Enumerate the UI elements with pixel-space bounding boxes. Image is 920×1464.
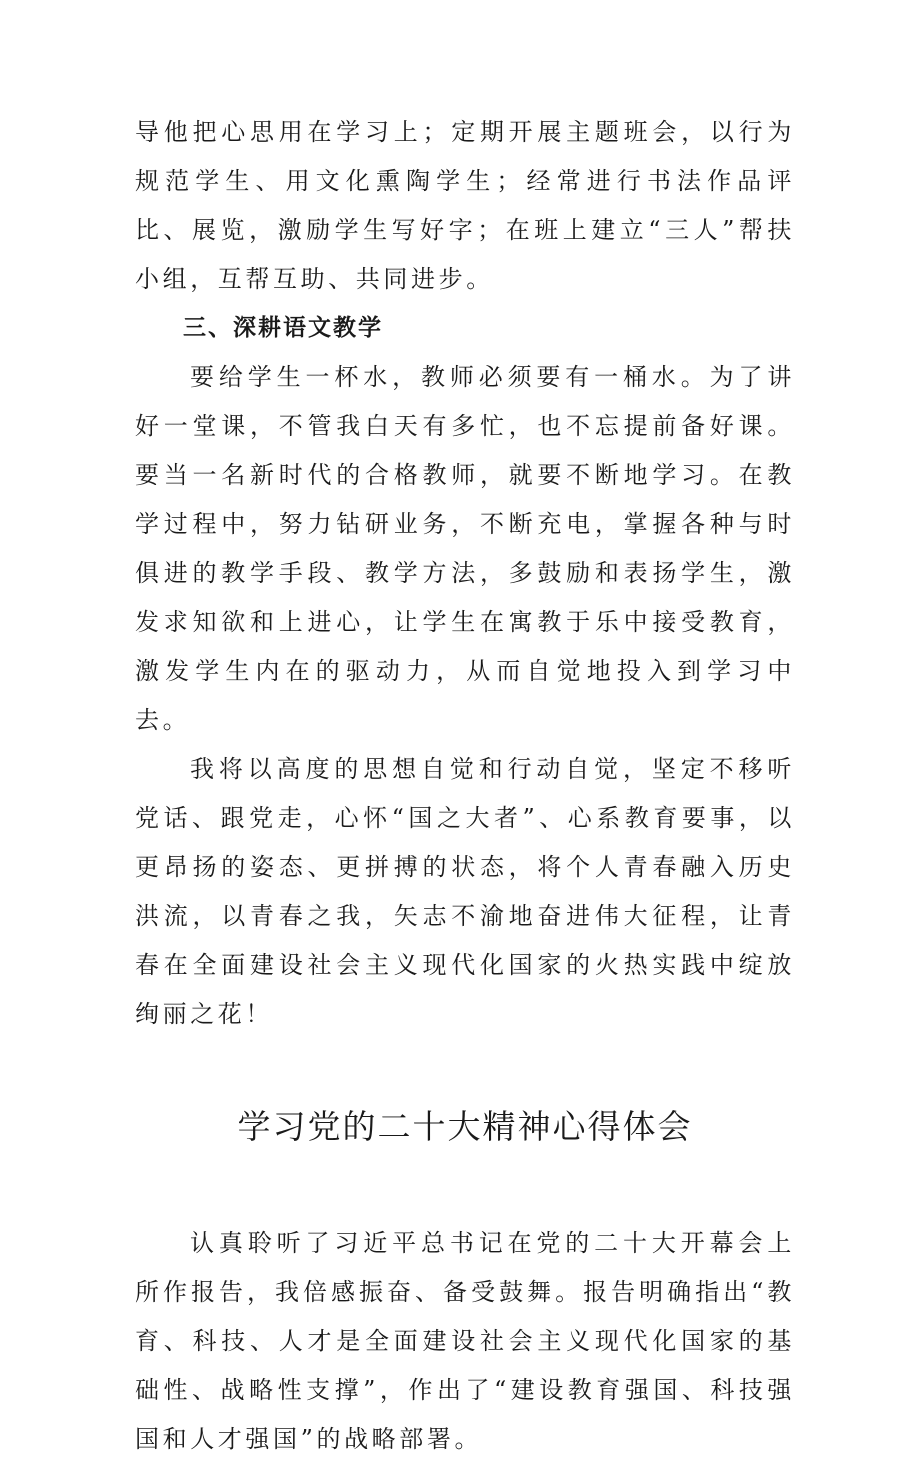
paragraph-continuation: 导他把心思用在学习上；定期开展主题班会，以行为规范学生、用文化熏陶学生；经常进行书法作品评比、展览，激励学生写好字；在班上建立“三人”帮扶小组，互帮互助、共同进步。 bbox=[135, 118, 795, 293]
paragraph-resolve: 我将以高度的思想自觉和行动自觉，坚定不移听党话、跟党走，心怀“国之大者”、心系教育要事，以更昂扬的姿态、更拼搏的状态，将个人青春融入历史洪流，以青春之我，矢志不渝地奋进伟大征程，让青春在全面建设社会主义现代化国家的火热实践中绽放绚丽之花！ bbox=[135, 755, 795, 1028]
paragraph-report: 认真聆听了习近平总书记在党的二十大开幕会上所作报告，我倍感振奋、备受鼓舞。报告明确指出“教育、科技、人才是全面建设社会主义现代化国家的基础性、战略性支撑”，作出了“建设教育强国、科技强国和人才强国”的战略部署。 bbox=[135, 1229, 795, 1453]
article-title: 学习党的二十大精神心得体会 bbox=[237, 1107, 693, 1146]
section-heading: 三、深耕语文教学 bbox=[183, 315, 383, 341]
paragraph-teaching: 要给学生一杯水，教师必须要有一桶水。为了讲好一堂课，不管我白天有多忙，也不忘提前备好课。要当一名新时代的合格教师，就要不断地学习。在教学过程中，努力钻研业务，不断充电，掌握各种与时俱进的教学手段、教学方法，多鼓励和表扬学生，激发求知欲和上进心，让学生在寓教于乐中接受教育，激发学生内在的驱动力，从而自觉地投入到学习中去。 bbox=[135, 363, 795, 734]
document-page bbox=[135, 108, 795, 1464]
